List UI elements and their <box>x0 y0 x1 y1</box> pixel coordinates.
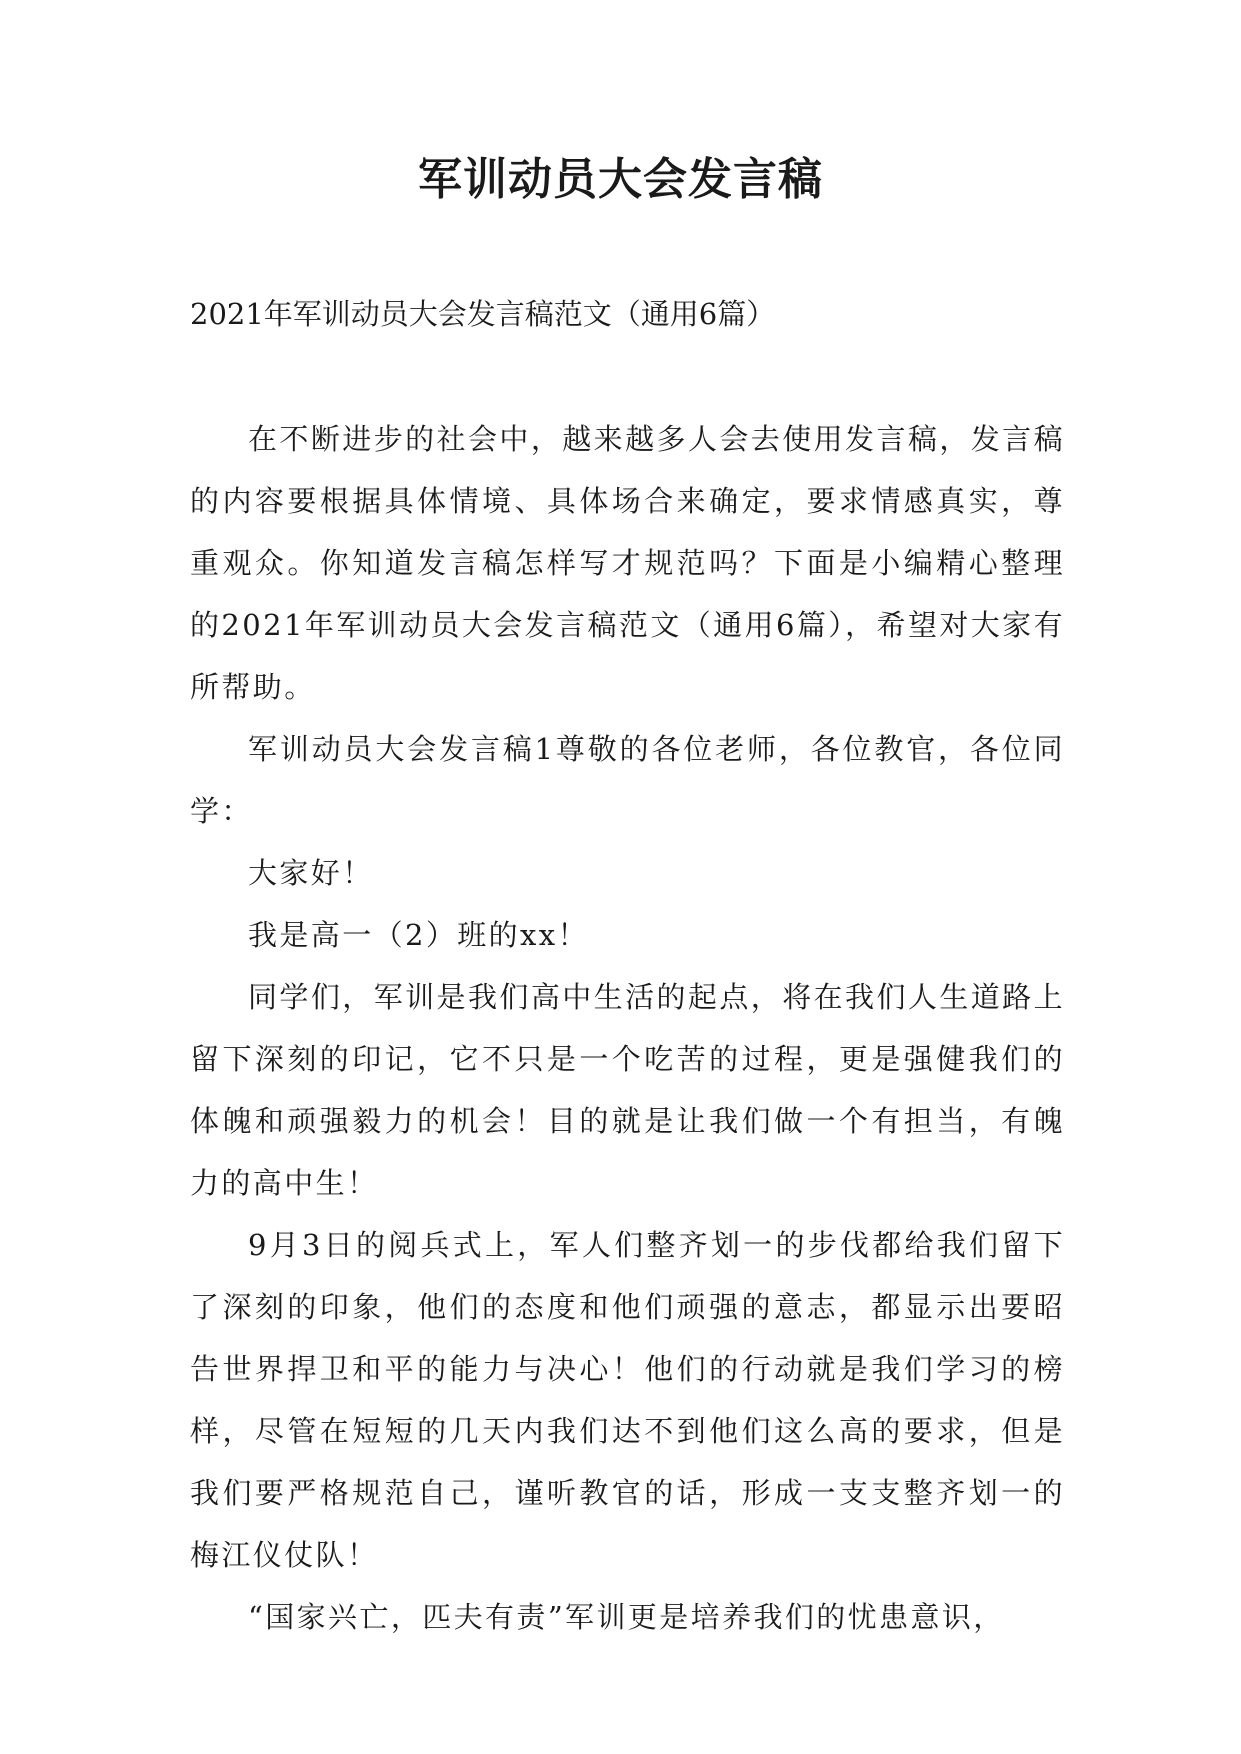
paragraph: “国家兴亡，匹夫有责”军训更是培养我们的忧患意识， <box>248 1600 1005 1634</box>
document-subtitle: 2021年军训动员大会发言稿范文（通用6篇） <box>190 297 776 331</box>
document-body <box>190 408 1065 1648</box>
paragraph: 大家好！ <box>248 856 374 890</box>
paragraph: 9月3日的阅兵式上，军人们整齐划一的步伐都给我们留下了深刻的印象，他们的态度和他们顽强的意志，都显示出要昭告世界捍卫和平的能力与决心！他们的行动就是我们学习的榜样，尽管在短短的几天内我们达不到他们这么高的要求，但是我们要严格规范自己，谨听教官的话，形成一支支整齐划一的梅江仪仗队！ <box>190 1228 1065 1572</box>
paragraph: 同学们，军训是我们高中生活的起点，将在我们人生道路上留下深刻的印记，它不只是一个吃苦的过程，更是强健我们的体魄和顽强毅力的机会！目的就是让我们做一个有担当，有魄力的高中生！ <box>190 980 1065 1200</box>
paragraph: 在不断进步的社会中，越来越多人会去使用发言稿，发言稿的内容要根据具体情境、具体场合来确定，要求情感真实，尊重观众。你知道发言稿怎样写才规范吗？下面是小编精心整理的2021年军训动员大会发言稿范文（通用6篇），希望对大家有所帮助。 <box>190 422 1065 704</box>
document-title: 军训动员大会发言稿 <box>418 154 823 205</box>
paragraph: 军训动员大会发言稿1尊敬的各位老师，各位教官，各位同学： <box>190 732 1065 828</box>
paragraph: 我是高一（2）班的xx！ <box>248 918 589 952</box>
